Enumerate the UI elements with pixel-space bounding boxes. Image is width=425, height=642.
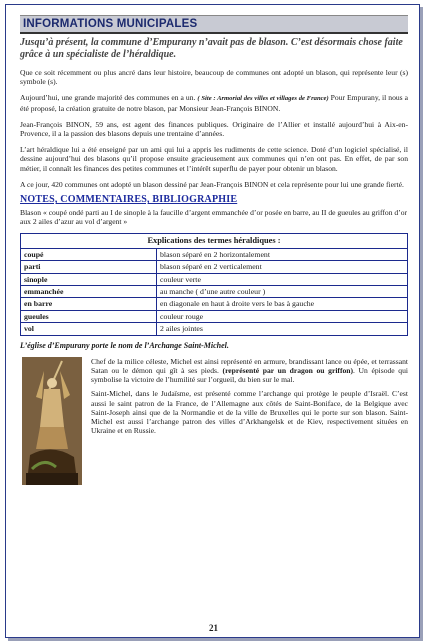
site-reference: ( Site : Armorial des villes et villages de France) bbox=[197, 95, 329, 103]
lead-paragraph: Jusqu’à présent, la commune d’Empurany n’avait pas de blason. C’est désormais chose faite grâce à un spécialiste de l’héraldique. bbox=[20, 37, 403, 60]
definition-cell: au manche ( d’une autre couleur ) bbox=[157, 286, 408, 298]
page bbox=[5, 4, 420, 638]
saint-paragraph-2: Saint-Michel, dans le Judaïsme, est présenté comme l’archange qui protège le peuple d’Israël. C’est aussi le saint patron de la France, de l’Allemagne aux côtés de Saint-Boniface, de la Belgique avec Saint-Joseph ainsi que de la Normandie et de la ville de Bruxelles qui le porte sur son blason. Saint-Michel est aussi l’archange patron des villes d’Arkhangelsk et de Kiev, respectivement situées en Ukraine et en Russie. bbox=[91, 389, 408, 436]
paragraph-5: A ce jour, 420 communes ont adopté un blason dessiné par Jean-François BINON et cela représente pour lui une grande fierté. bbox=[20, 179, 404, 189]
definition-cell: couleur rouge bbox=[157, 310, 408, 322]
page-content bbox=[20, 15, 408, 493]
saint-paragraph-1-bold: (représenté par un dragon ou griffon) bbox=[222, 365, 354, 375]
notes-title: NOTES, COMMENTAIRES, BIBLIOGRAPHIE bbox=[20, 194, 238, 206]
table-row bbox=[21, 323, 408, 335]
table-row bbox=[21, 298, 408, 310]
page-number: 21 bbox=[209, 623, 218, 633]
section-header: INFORMATIONS MUNICIPALES bbox=[20, 15, 408, 34]
definition-cell: blason séparé en 2 verticalement bbox=[157, 261, 408, 273]
term-cell: coupé bbox=[21, 248, 157, 260]
term-cell: sinople bbox=[21, 273, 157, 285]
saint-paragraph-1-end: . Un épisode qui symbolise la victoire de l’humilité sur l’orgueil, du bien sur le mal. bbox=[91, 365, 408, 385]
term-cell: en barre bbox=[21, 298, 157, 310]
term-cell: emmanchée bbox=[21, 286, 157, 298]
table-header: Explications des termes héraldiques : bbox=[21, 233, 408, 248]
blason-description: Blason « coupé ondé parti au I de sinople à la faucille d’argent emmanchée d’or posée en barre, au II de gueules au griffon d’or aux 2 ailes d’azur au vol d’argent » bbox=[20, 208, 408, 227]
table-row bbox=[21, 261, 408, 273]
paragraph-2-start: Aujourd’hui, une grande majorité des communes en a un. bbox=[20, 93, 198, 103]
statue-illustration bbox=[22, 357, 82, 485]
table-row bbox=[21, 273, 408, 285]
table-header-row bbox=[21, 233, 408, 248]
definition-cell: en diagonale en haut à droite vers le bas à gauche bbox=[157, 298, 408, 310]
table-row bbox=[21, 286, 408, 298]
table-row bbox=[21, 310, 408, 322]
term-cell: vol bbox=[21, 323, 157, 335]
paragraph-1: Que ce soit récemment ou plus ancré dans leur histoire, beaucoup de communes ont adopté un blason, qui représente leur (s) symbole (s). bbox=[20, 68, 408, 87]
definition-cell: blason séparé en 2 horizontalement bbox=[157, 248, 408, 260]
paragraph-3: Jean-François BINON, 59 ans, est agent des finances publiques. Originaire de l’Allier et installé aujourd’hui à Aix-en-Provence, il a la passion des blasons depuis une trentaine d’années. bbox=[20, 119, 408, 139]
definition-cell: 2 ailes jointes bbox=[157, 323, 408, 335]
paragraph-4: L’art héraldique lui a été enseigné par un ami qui lui a appris les rudiments de cette science. Doté d’un logiciel spécialisé, il dessine aujourd’hui des blasons qu’il propose ensuite gracieusement aux communes qui n’en ont pas. En effet, de par son métier, il connaît les finances des petites communes et l’intérêt superflu de payer pour obtenir un blason. bbox=[20, 145, 408, 173]
saint-michel-text bbox=[91, 357, 408, 436]
term-cell: parti bbox=[21, 261, 157, 273]
table-row bbox=[21, 248, 408, 260]
term-cell: gueules bbox=[21, 310, 157, 322]
paragraph-2 bbox=[20, 93, 408, 112]
paragraph-2-end: Pour Empurany, il nous a été proposé, la création gratuite de notre blason, par Monsieur Jean-François BINON. bbox=[20, 93, 408, 113]
church-title: L’église d’Empurany porte le nom de l’Archange Saint-Michel. bbox=[20, 340, 229, 350]
saint-michel-section bbox=[20, 357, 408, 493]
definition-cell: couleur verte bbox=[157, 273, 408, 285]
heraldic-terms-table bbox=[20, 233, 408, 336]
saint-paragraph-1 bbox=[91, 357, 408, 385]
saint-michel-statue-image bbox=[22, 357, 82, 485]
saint-paragraph-1-start: Chef de la milice céleste, Michel est ainsi représenté en armure, brandissant lance ou épée, et terrassant Satan ou le démon qui gît à ses pieds. bbox=[91, 356, 408, 375]
